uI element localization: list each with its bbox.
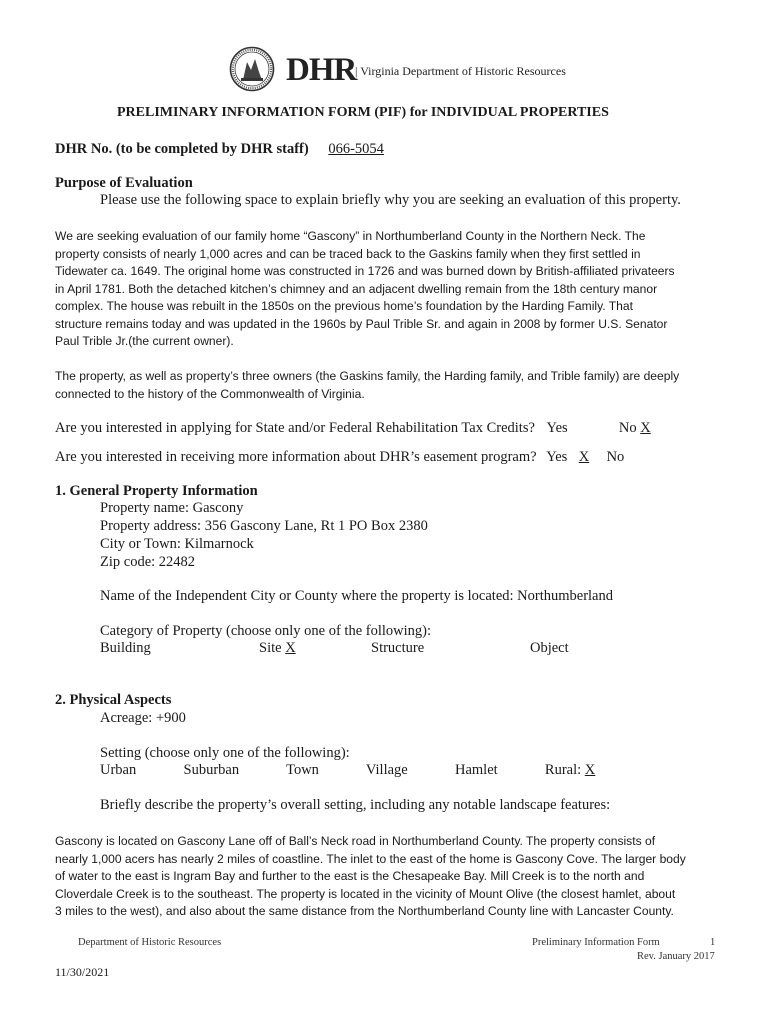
- easement-question-row: [55, 449, 666, 466]
- text-line: Tidewater ca. 1649. The original home was constructed in 1726 and was burned down by British-affiliated privateers: [55, 264, 675, 278]
- easement-question: Are you interested in receiving more information about DHR’s easement program?: [55, 449, 537, 465]
- property-zip: Zip code: 22482: [100, 554, 196, 570]
- acreage: Acreage: +900: [100, 710, 186, 726]
- easement-no-label: No: [606, 449, 625, 465]
- footer-date: 11/30/2021: [55, 965, 110, 979]
- footer-page-number: 1: [710, 937, 716, 948]
- property-name: Property name: Gascony: [100, 500, 244, 516]
- setting-options: [100, 762, 619, 779]
- purpose-paragraph-2: [55, 368, 725, 403]
- text-line: The property, as well as property’s three owners (the Gaskins family, the Harding family, and Trible family) are deeply: [55, 369, 680, 383]
- text-line: 3 miles to the west), and also about the same distance from the Northumberland County line with Lancaster County.: [55, 904, 674, 918]
- category-site: [259, 640, 296, 657]
- category-structure-label: Structure: [371, 640, 425, 656]
- physical-aspects-heading: 2. Physical Aspects: [55, 692, 172, 708]
- text-line: Paul Trible Jr.(the current owner).: [55, 334, 234, 348]
- category-object-label: Object: [530, 640, 569, 656]
- text-line: in April 1781. Both the detached kitchen’s chimney and an adjacent dwelling remain from the 18th century manor: [55, 281, 658, 296]
- dhr-number-row: [55, 141, 388, 158]
- purpose-instruction: Please use the following space to explain briefly why you are seeking an evaluation of this property.: [100, 192, 681, 208]
- setting-village-label: Village: [365, 762, 408, 778]
- dhr-logo: DHR: [286, 52, 357, 88]
- easement-yes-label: Yes: [546, 449, 568, 465]
- text-line: property consists of nearly 1,000 acres and can be traced back to the Gaskins family when they first settled in: [55, 246, 641, 261]
- category-building-label: Building: [100, 640, 151, 656]
- virginia-seal-logo: [229, 46, 275, 92]
- category-label: Category of Property (choose only one of the following):: [100, 623, 432, 639]
- tax-credits-question: Are you interested in applying for State and/or Federal Rehabilitation Tax Credits?: [55, 420, 535, 436]
- tax-credits-question-row: [55, 420, 666, 437]
- setting-town-label: Town: [286, 762, 319, 778]
- footer-department: Department of Historic Resources: [78, 937, 222, 948]
- form-title: PRELIMINARY INFORMATION FORM (PIF) for INDIVIDUAL PROPERTIES: [117, 105, 609, 120]
- org-name: | Virginia Department of Historic Resources: [355, 64, 566, 78]
- dhr-number-label: DHR No. (to be completed by DHR staff): [55, 141, 309, 157]
- setting-label: Setting (choose only one of the following):: [100, 745, 350, 761]
- text-line: complex. The house was rebuilt in the 1850s on the previous home’s foundation by the Harding Family. That: [55, 299, 633, 313]
- category-building: [100, 640, 168, 657]
- category-structure: [371, 640, 464, 657]
- tax-credits-no-label: No: [618, 420, 637, 436]
- general-info-heading: 1. General Property Information: [55, 483, 258, 499]
- dhr-number-value[interactable]: 066-5054: [328, 141, 384, 157]
- text-line: Gascony is located on Gascony Lane off of Ball’s Neck road in Northumberland County. The property consists of: [55, 834, 656, 848]
- text-line: structure remains today and was updated in the 1960s by Paul Trible Sr. and again in 2008 by former U.S. Senator: [55, 316, 668, 331]
- text-line: Cloverdale Creek is to the southeast. The property is located in the vicinity of Mount Olive (the closest hamlet, about: [55, 886, 676, 901]
- setting-suburban-label: Suburban: [183, 762, 240, 778]
- purpose-heading: Purpose of Evaluation: [55, 175, 193, 191]
- category-site-label: Site: [259, 640, 282, 656]
- footer-revision: Rev. January 2017: [637, 951, 715, 962]
- purpose-paragraph-1: [55, 228, 725, 351]
- text-line: connected to the history of the Commonwealth of Virginia.: [55, 386, 365, 401]
- setting-urban-label: Urban: [100, 762, 137, 778]
- footer-form-name: Preliminary Information Form: [532, 937, 660, 948]
- property-city: City or Town: Kilmarnock: [100, 536, 254, 552]
- category-site-field[interactable]: X: [285, 640, 296, 656]
- tax-credits-yes-label: Yes: [546, 420, 568, 436]
- property-address: Property address: 356 Gascony Lane, Rt 1 PO Box 2380: [100, 518, 428, 534]
- text-line: We are seeking evaluation of our family home “Gascony” in Northumberland County in the Northern Neck. The: [55, 229, 646, 243]
- setting-rural-label: Rural:: [544, 762, 582, 778]
- setting-hamlet-label: Hamlet: [454, 762, 498, 778]
- setting-description: [55, 833, 725, 921]
- tax-credits-no-field[interactable]: X: [640, 420, 651, 436]
- text-line: of water to the east is Ingram Bay and further to the east is the Chesapeake Bay. Mill Creek is to the north and: [55, 869, 645, 883]
- setting-rural-field[interactable]: X: [584, 762, 596, 778]
- property-county: Name of the Independent City or County where the property is located: Northumberland: [100, 588, 613, 604]
- category-object: [530, 640, 608, 657]
- easement-yes-field[interactable]: X: [578, 449, 590, 465]
- describe-setting-label: Briefly describe the property’s overall setting, including any notable landscape features:: [100, 797, 611, 813]
- text-line: nearly 1,000 acers has nearly 2 miles of coastline. The inlet to the east of the home is Gascony Cove. The larger body: [55, 851, 686, 866]
